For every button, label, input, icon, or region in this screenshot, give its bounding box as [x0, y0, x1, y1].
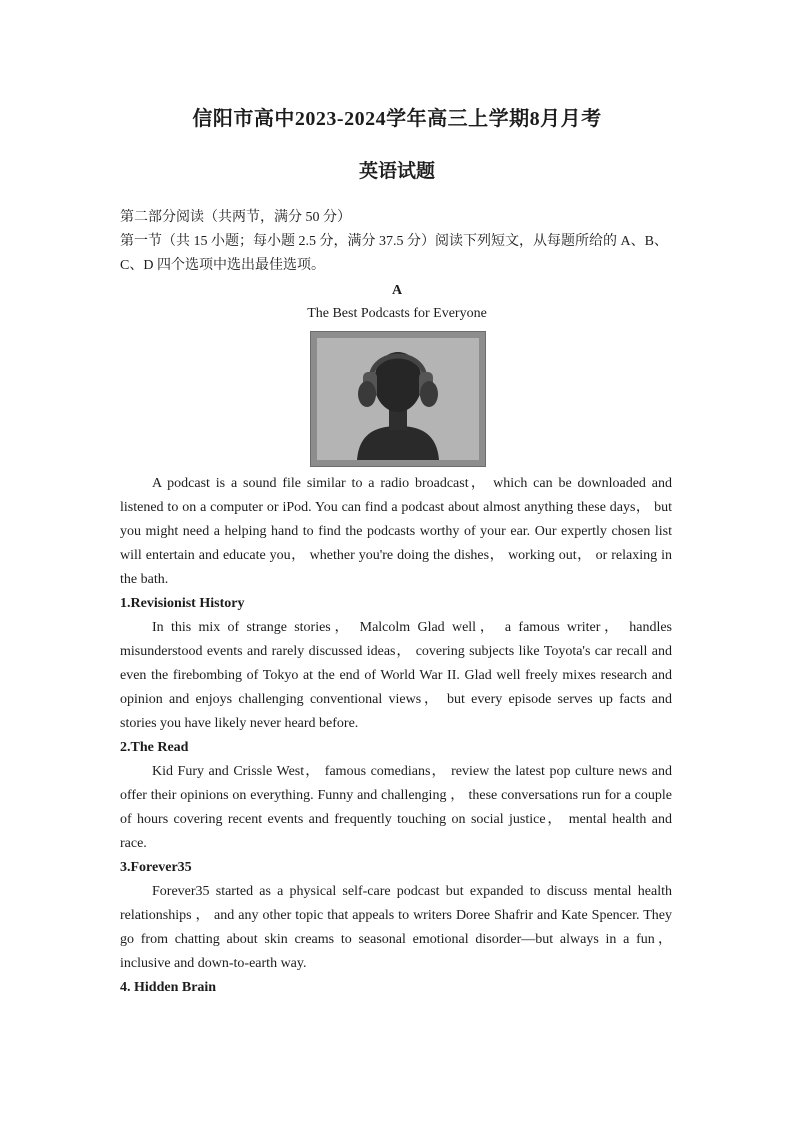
part-instruction: 第二部分阅读（共两节，满分 50 分） [120, 210, 351, 225]
exam-title: 信阳市高中2023-2024学年高三上学期8月月考 [192, 108, 602, 130]
item-text: In this mix of strange stories， Malcolm Glad well， a famous writer， handles misunderstood events and rarely discussed ideas， covering subjects like Toyota's car recall and even the firebombing of Tokyo at the end of World War II. Glad well freely mixes research and opinion and enjoys challenging conventional views， but every episode serves up facts and stories you have likely never heard before. [120, 620, 672, 731]
instructions [120, 206, 672, 278]
item-heading: 1.Revisionist History [120, 596, 245, 611]
passage-intro: A podcast is a sound file similar to a radio broadcast， which can be downloaded and listened to on a computer or iPod. You can find a podcast about almost anything these days， but you might need a helping hand to find the podcasts worthy of your ear. Our expertly chosen list will entertain and educate you， whether you're doing the dishes， working out， or relaxing in the bath. [120, 476, 672, 587]
section-instruction: 第一节（共 15 小题；每小题 2.5 分，满分 37.5 分）阅读下列短文，从每题所给的 A、B、C、D 四个选项中选出最佳选项。 [120, 234, 668, 273]
item-heading: 4. Hidden Brain [120, 980, 217, 995]
item-heading: 3.Forever35 [120, 860, 192, 875]
passage-title: The Best Podcasts for Everyone [307, 306, 487, 321]
item-heading: 2.The Read [120, 740, 189, 755]
headphones-silhouette-icon [317, 338, 479, 460]
passage-letter: A [391, 283, 403, 298]
photo-background [317, 338, 479, 460]
item-text: Forever35 started as a physical self-care podcast but expanded to discuss mental health relationships ， and any other topic that appeals to writers Doree Shafrir and Kate Spencer. They go from chatting about skin creams to seasonal emotional disorder—but always in a fun， inclusive and down-to-earth way. [120, 884, 672, 971]
exam-subtitle: 英语试题 [358, 161, 435, 182]
item-text: Kid Fury and Crissle West， famous comedians， review the latest pop culture news and offer their opinions on everything. Funny and challenging ， these conversations run for a couple of hours covering recent events and frequently touching on social justice， mental health and race. [120, 764, 672, 851]
person-with-headphones-photo [310, 331, 486, 467]
passage-body [120, 472, 672, 1000]
